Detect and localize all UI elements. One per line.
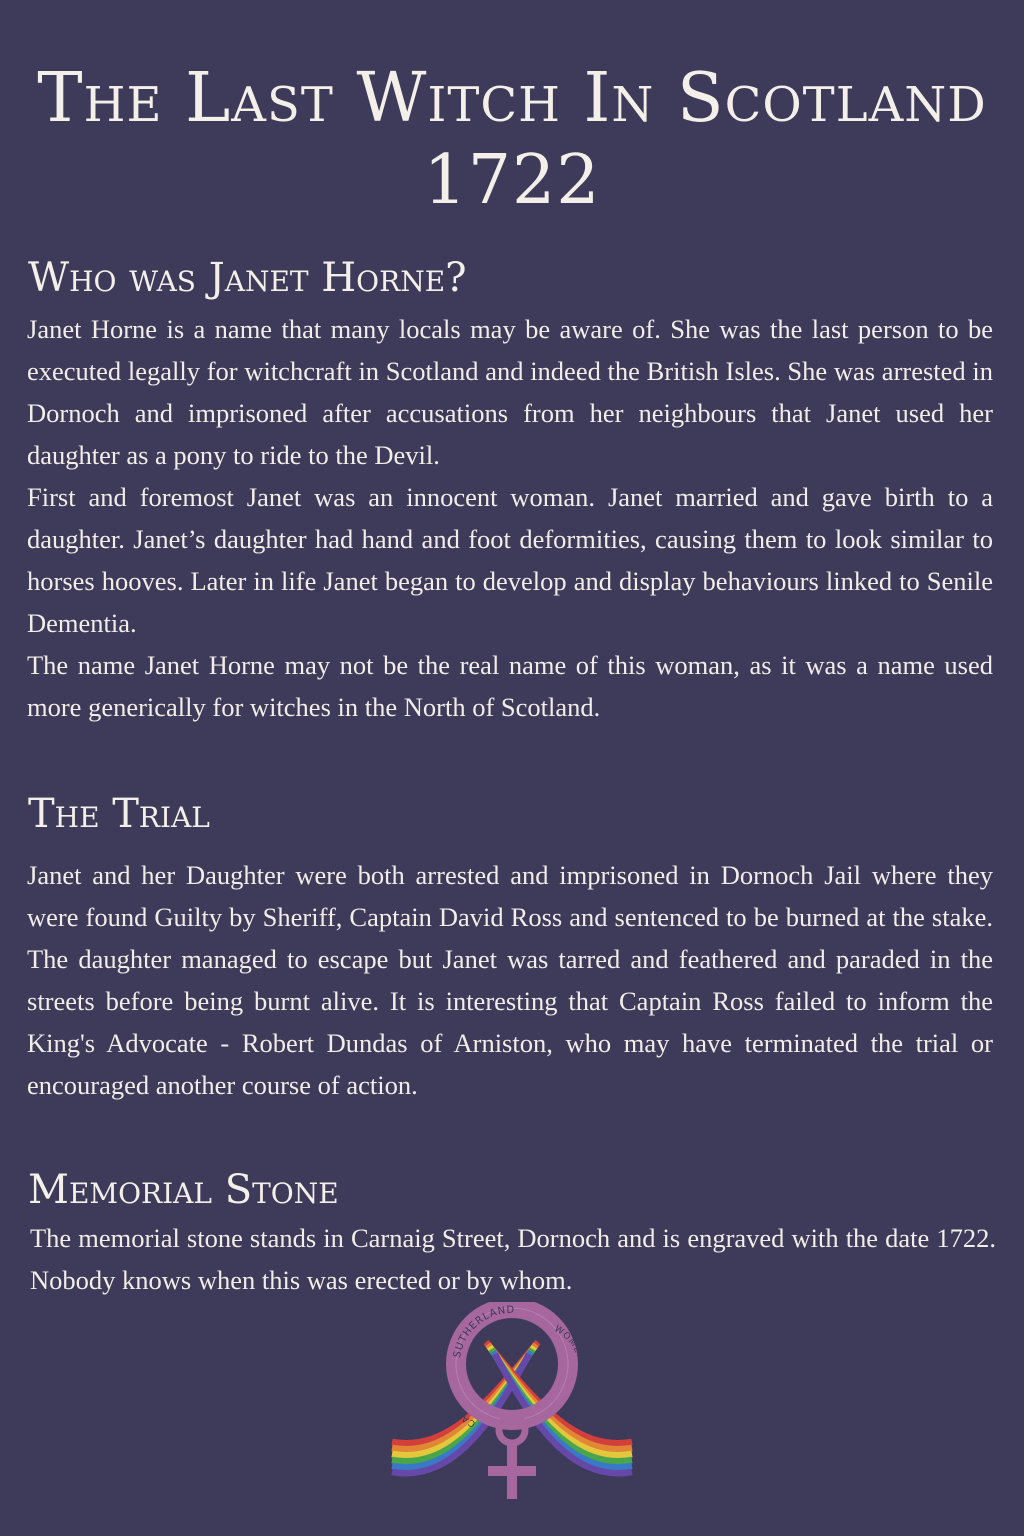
paragraph: First and foremost Janet was an innocent woman. Janet married and gave birth to a daughter. Janet’s daughter had hand and foot deformities, causing them to look similar to horses hooves. Later in life Janet began to develop and display behaviours linked to Senile Dementia. (27, 482, 993, 638)
section-heading-janet-horne: Who was Janet Horne? (28, 255, 467, 301)
womens-aid-logo-icon (388, 1302, 636, 1514)
title-year: 1722 (423, 141, 601, 220)
section-heading-trial: The Trial (28, 791, 210, 837)
paragraph: The memorial stone stands in Carnaig Street, Dornoch and is engraved with the date 1722. Nobody knows when this was erected or by whom. (30, 1223, 996, 1295)
section-heading-memorial-stone: Memorial Stone (28, 1167, 339, 1213)
paragraph: The name Janet Horne may not be the real name of this woman, as it was a name used more generically for witches in the North of Scotland. (27, 650, 993, 722)
logo-text-top: SUTHERLAND (452, 1304, 516, 1359)
section-body-trial (27, 854, 993, 1106)
section-body-janet-horne (27, 308, 993, 728)
section-body-memorial-stone (30, 1217, 996, 1301)
paragraph: Janet Horne is a name that many locals may be aware of. She was the last person to be executed legally for witchcraft in Scotland and indeed the British Isles. She was arrested in Dornoch and imprisoned after accusations from her neighbours that Janet used her daughter as a pony to ride to the Devil. (27, 314, 993, 470)
page-title (0, 58, 1024, 222)
title-line-1: The Last Witch In Scotland (37, 59, 987, 138)
paragraph: Janet and her Daughter were both arrested and imprisoned in Dornoch Jail where they were found Guilty by Sheriff, Captain David Ross and sentenced to be burned at the stake. The daughter managed to escape but Janet was tarred and feathered and paraded in the streets before being burnt alive. It is interesting that Captain Ross failed to inform the King's Advocate - Robert Dundas of Arniston, who may have terminated the trial or encouraged another course of action. (27, 860, 993, 1100)
logo-text-left: CAITHNESS & (437, 1361, 478, 1429)
logo-text-right: WOMEN'S AID (552, 1323, 589, 1396)
